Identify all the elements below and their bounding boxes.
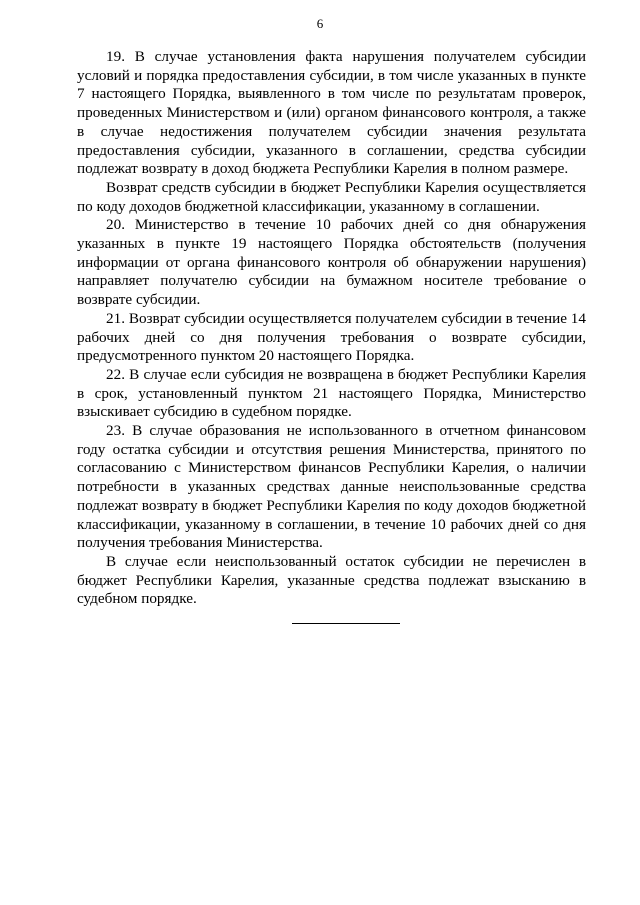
page-number: 6 <box>316 16 324 31</box>
paragraph-unused-balance: В случае если неиспользованный остаток субсидии не перечислен в бюджет Республики Карелия, указанные средства подлежат взысканию в судебном порядке. <box>77 552 586 608</box>
end-of-document-rule <box>292 623 400 624</box>
paragraph-20: 20. Министерство в течение 10 рабочих дней со дня обнаружения указанных в пункте 19 настоящего Порядка обстоятельств (получения информации от органа финансового контроля об обнаружении нарушения) направляет получателю субсидии на бумажном носителе требование о возврате субсидии. <box>77 216 586 309</box>
paragraph-23: 23. В случае образования не использованного в отчетном финансовом году остатка субсидии и отсутствия решения Министерства, принятого по согласованию с Министерством финансов Республики Карелия, о наличии потребности в указанных средствах данные неиспользованные средства подлежат возврату в бюджет Республики Карелия по коду доходов бюджетной классификации, указанному в соглашении, в течение 10 рабочих дней со дня получения требования Министерства. <box>77 422 586 552</box>
paragraph-22: 22. В случае если субсидия не возвращена в бюджет Республики Карелия в срок, установленный пунктом 21 настоящего Порядка, Министерство взыскивает субсидию в судебном порядке. <box>77 365 586 421</box>
paragraph-21: 21. Возврат субсидии осуществляется получателем субсидии в течение 14 рабочих дней со дня получения требования о возврате субсидии, предусмотренного пунктом 20 настоящего Порядка. <box>77 309 586 365</box>
paragraph-19: 19. В случае установления факта нарушения получателем субсидии условий и порядка предоставления субсидии, в том числе указанных в пункте 7 настоящего Порядка, выявленного в том числе по результатам проверок, проведенных Министерством и (или) органом финансового контроля, а также в случае недостижения получателем субсидии значения результата предоставления субсидии, указанного в соглашении, средства субсидии подлежат возврату в доход бюджета Республики Карелия в полном размере. <box>77 48 586 178</box>
paragraph-refund-procedure: Возврат средств субсидии в бюджет Республики Карелия осуществляется по коду доходов бюджетной классификации, указанному в соглашении. <box>77 178 586 215</box>
document-body <box>77 48 586 609</box>
